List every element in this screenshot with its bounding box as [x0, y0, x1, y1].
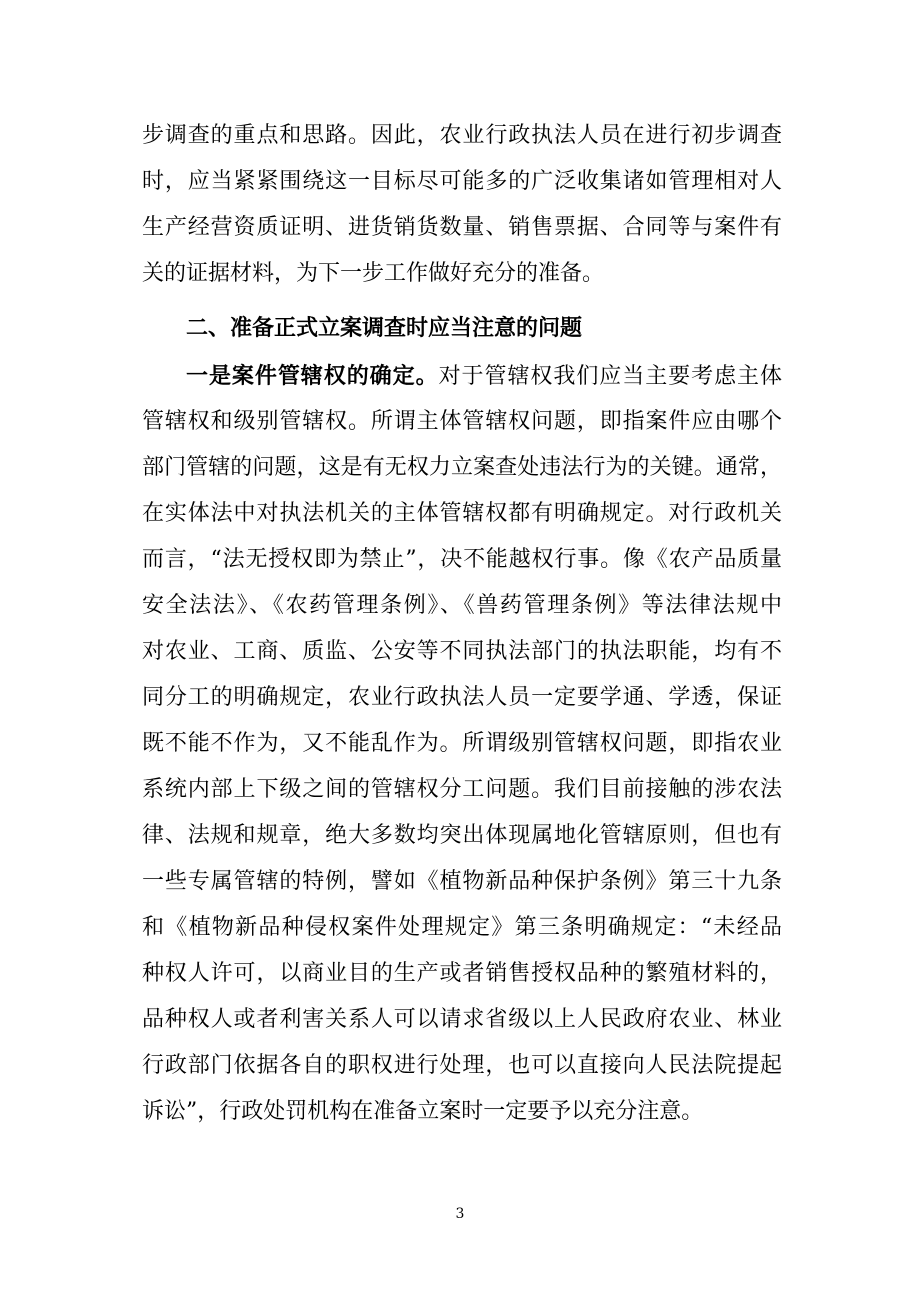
paragraph-line: 行政部门依据各自的职权进行处理，也可以直接向人民法院提起 — [142, 1053, 782, 1078]
paragraph-line: 部门管辖的问题，这是有无权力立案查处违法行为的关键。通常， — [142, 455, 782, 480]
paragraph-line: 管辖权和级别管辖权。所谓主体管辖权问题，即指案件应由哪个 — [142, 409, 782, 434]
paragraph-line: 品种权人或者利害关系人可以请求省级以上人民政府农业、林业 — [142, 1007, 782, 1032]
paragraph-line: 和《植物新品种侵权案件处理规定》第三条明确规定：“未经品 — [142, 915, 782, 940]
paragraph-line: 在实体法中对执法机关的主体管辖权都有明确规定。对行政机关 — [142, 501, 782, 526]
paragraph-line: 种权人许可，以商业目的生产或者销售授权品种的繁殖材料的， — [142, 961, 782, 986]
paragraph-line: 系统内部上下级之间的管辖权分工问题。我们目前接触的涉农法 — [142, 777, 782, 802]
section-heading: 二、准备正式立案调查时应当注意的问题 — [186, 315, 583, 341]
paragraph-line: 生产经营资质证明、进货销货数量、销售票据、合同等与案件有 — [142, 215, 782, 240]
paragraph-first-line — [186, 361, 782, 391]
paragraph-line: 律、法规和规章，绝大多数均突出体现属地化管辖原则，但也有 — [142, 823, 782, 848]
paragraph-line: 步调查的重点和思路。因此，农业行政执法人员在进行初步调查 — [142, 123, 782, 148]
paragraph-line: 关的证据材料，为下一步工作做好充分的准备。 — [142, 261, 605, 286]
paragraph-line: 既不能不作为，又不能乱作为。所谓级别管辖权问题，即指农业 — [142, 731, 782, 756]
paragraph-line: 诉讼”，行政处罚机构在准备立案时一定要予以充分注意。 — [142, 1099, 704, 1124]
paragraph-line: 一些专属管辖的特例，譬如《植物新品种保护条例》第三十九条 — [142, 869, 782, 894]
paragraph-line: 时，应当紧紧围绕这一目标尽可能多的广泛收集诸如管理相对人 — [142, 169, 782, 194]
paragraph-line: 同分工的明确规定，农业行政执法人员一定要学通、学透，保证 — [142, 685, 782, 710]
paragraph-line: 对农业、工商、质监、公安等不同执法部门的执法职能，均有不 — [142, 639, 782, 664]
paragraph-line: 而言，“法无授权即为禁止”，决不能越权行事。像《农产品质量 — [142, 547, 782, 572]
first-line-text: 对于管辖权我们应当主要考虑主体 — [438, 364, 782, 389]
page-number: 3 — [455, 1206, 465, 1222]
paragraph-line: 安全法法》、《农药管理条例》、《兽药管理条例》等法律法规中 — [142, 593, 782, 618]
lead-bold-phrase: 一是案件管辖权的确定。 — [186, 363, 439, 389]
